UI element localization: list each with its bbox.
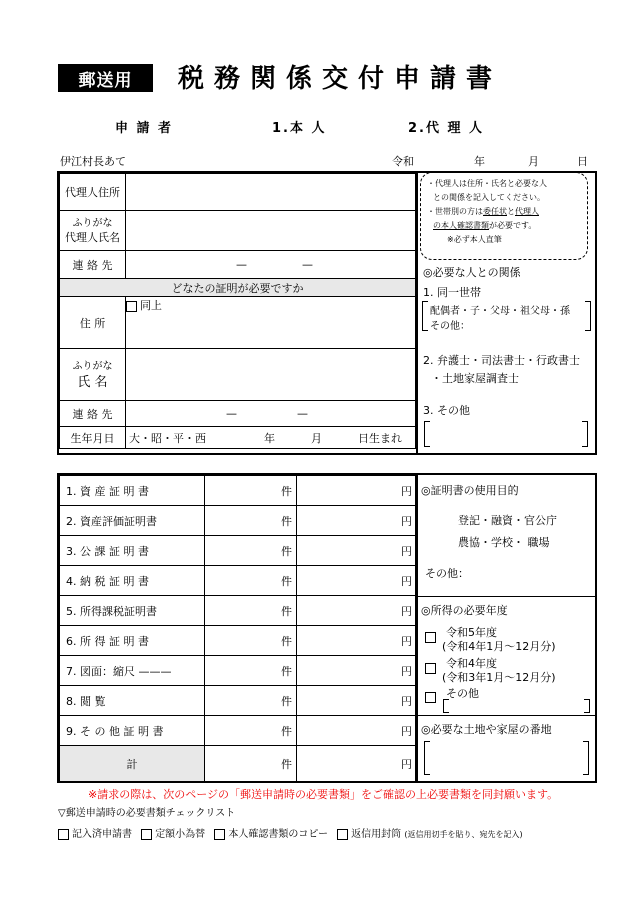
cert-row: [60, 716, 416, 746]
cert-label[interactable]: 9. そ の 他 証 明 書: [60, 716, 205, 746]
whose-name-label: ふりがな 氏 名: [60, 349, 126, 401]
agent-section: [57, 171, 418, 455]
relation-option-2-sub: ・土地家屋調査士: [431, 372, 519, 385]
quantity-input[interactable]: 件: [205, 746, 297, 782]
quantity-input[interactable]: 件: [205, 626, 297, 656]
year-option-2-sub: (令和3年1月～12月分): [442, 671, 556, 684]
cert-row: [60, 536, 416, 566]
bracket-right: [582, 421, 588, 447]
quantity-input[interactable]: 件: [205, 476, 297, 506]
check-money-order[interactable]: [141, 829, 152, 840]
bracket-right: [584, 699, 590, 713]
bracket-right: [583, 741, 589, 775]
amount-input[interactable]: 円: [297, 476, 416, 506]
total-row: [60, 746, 416, 782]
checklist: 記入済申請書 定額小為替 本人確認書類のコピー 返信用封筒 (返信用切手を貼り、宛先を記入): [58, 825, 523, 840]
agent-name-input[interactable]: [126, 211, 416, 251]
relation-header: ◎必要な人との関係: [423, 266, 521, 279]
bracket-right: [585, 301, 591, 331]
cert-label[interactable]: 6. 所 得 証 明 書: [60, 626, 205, 656]
agent-notes: ・代理人は住所・氏名と必要な人 との関係を記入してください。 ・世帯別の方は委任状と代理人 の本人確認書類が必要です。 ※必ず本人直筆: [420, 172, 588, 260]
whose-contact-label: 連 絡 先: [60, 401, 126, 427]
quantity-input[interactable]: 件: [205, 596, 297, 626]
amount-input[interactable]: 円: [297, 746, 416, 782]
whose-header: どなたの証明が必要ですか: [60, 279, 416, 297]
year-checkbox-2[interactable]: [425, 663, 436, 674]
amount-input[interactable]: 円: [297, 506, 416, 536]
year-option-3: その他: [446, 687, 479, 700]
quantity-input[interactable]: 件: [205, 536, 297, 566]
amount-input[interactable]: 円: [297, 596, 416, 626]
year-option-1: 令和5年度: [446, 626, 497, 639]
applicant-label: 申 請 者: [115, 121, 174, 136]
cert-row: [60, 596, 416, 626]
bracket-left: [443, 699, 449, 713]
cert-label[interactable]: 4. 納 税 証 明 書: [60, 566, 205, 596]
applicant-option-self[interactable]: 1.本 人: [272, 121, 327, 136]
cert-label[interactable]: 1. 資 産 証 明 書: [60, 476, 205, 506]
quantity-input[interactable]: 件: [205, 686, 297, 716]
divider: [415, 715, 597, 716]
date-year: 年: [474, 155, 485, 168]
date-day: 日: [577, 155, 588, 168]
quantity-input[interactable]: 件: [205, 566, 297, 596]
check-return-envelope[interactable]: [337, 829, 348, 840]
purpose-options-2[interactable]: 農協・学校・ 職場: [458, 536, 550, 549]
amount-input[interactable]: 円: [297, 536, 416, 566]
applicant-option-agent[interactable]: 2.代 理 人: [408, 121, 485, 136]
cert-row: [60, 626, 416, 656]
cert-row: [60, 686, 416, 716]
cert-table: [57, 473, 418, 783]
quantity-input[interactable]: 件: [205, 656, 297, 686]
bracket-left: [424, 421, 430, 447]
amount-input[interactable]: 円: [297, 656, 416, 686]
income-year-header: ◎所得の必要年度: [421, 604, 508, 617]
total-label: 計: [60, 746, 205, 782]
warning-text: ※請求の際は、次のページの「郵送申請時の必要書類」をご確認の上必要書類を同封願います。: [88, 788, 559, 801]
purpose-options-1[interactable]: 登記・融資・官公庁: [458, 514, 557, 527]
amount-input[interactable]: 円: [297, 686, 416, 716]
page-title: 税務関係交付申請書: [178, 64, 503, 94]
agent-address-label: 代理人住所: [60, 174, 126, 211]
addressee: 伊江村長あて: [60, 155, 126, 168]
relation-option-1[interactable]: 1. 同一世帯: [423, 286, 481, 299]
cert-row: [60, 476, 416, 506]
checklist-title: ▽郵送申請時の必要書類チェックリスト: [58, 808, 236, 819]
date-month: 月: [528, 155, 539, 168]
whose-name-input[interactable]: [126, 349, 416, 401]
bracket-left: [422, 301, 428, 331]
quantity-input[interactable]: 件: [205, 716, 297, 746]
whose-address-label: 住 所: [60, 297, 126, 349]
bracket-left: [424, 741, 430, 775]
dob-label: 生年月日: [60, 427, 126, 449]
cert-row: [60, 506, 416, 536]
whose-contact-input[interactable]: — —: [126, 401, 416, 427]
agent-contact-input[interactable]: — —: [126, 251, 416, 279]
relation-option-3[interactable]: 3. その他: [423, 404, 470, 417]
cert-label[interactable]: 7. 図面：縮尺 ———: [60, 656, 205, 686]
purpose-header: ◎証明書の使用目的: [421, 484, 519, 497]
agent-contact-label: 連 絡 先: [60, 251, 126, 279]
agent-name-label: ふりがな 代理人氏名: [60, 211, 126, 251]
amount-input[interactable]: 円: [297, 626, 416, 656]
relation-family-detail: 配偶者・子・父母・祖父母・孫: [430, 306, 570, 317]
year-option-2: 令和4年度: [446, 657, 497, 670]
land-header: ◎必要な土地や家屋の番地: [421, 723, 552, 736]
mail-badge: 郵送用: [58, 64, 153, 92]
year-checkbox-1[interactable]: [425, 632, 436, 643]
cert-row: [60, 566, 416, 596]
amount-input[interactable]: 円: [297, 716, 416, 746]
agent-address-input[interactable]: [126, 174, 416, 211]
quantity-input[interactable]: 件: [205, 506, 297, 536]
cert-label[interactable]: 3. 公 課 証 明 書: [60, 536, 205, 566]
relation-family-other[interactable]: その他：: [430, 321, 470, 332]
cert-label[interactable]: 2. 資産評価証明書: [60, 506, 205, 536]
year-checkbox-3[interactable]: [425, 692, 436, 703]
check-application[interactable]: [58, 829, 69, 840]
check-id-copy[interactable]: [214, 829, 225, 840]
whose-address-input[interactable]: 同上: [126, 297, 416, 349]
amount-input[interactable]: 円: [297, 566, 416, 596]
date-era: 令和: [392, 155, 414, 168]
divider: [415, 596, 597, 597]
purpose-other[interactable]: その他：: [425, 567, 469, 580]
cert-label[interactable]: 8. 閲 覧: [60, 686, 205, 716]
same-checkbox[interactable]: [126, 301, 137, 312]
cert-row: [60, 656, 416, 686]
cert-label[interactable]: 5. 所得課税証明書: [60, 596, 205, 626]
dob-input[interactable]: 大・昭・平・西 年 月 日生まれ: [126, 427, 416, 449]
year-option-1-sub: (令和4年1月～12月分): [442, 640, 556, 653]
relation-option-2[interactable]: 2. 弁護士・司法書士・行政書士: [423, 354, 580, 367]
